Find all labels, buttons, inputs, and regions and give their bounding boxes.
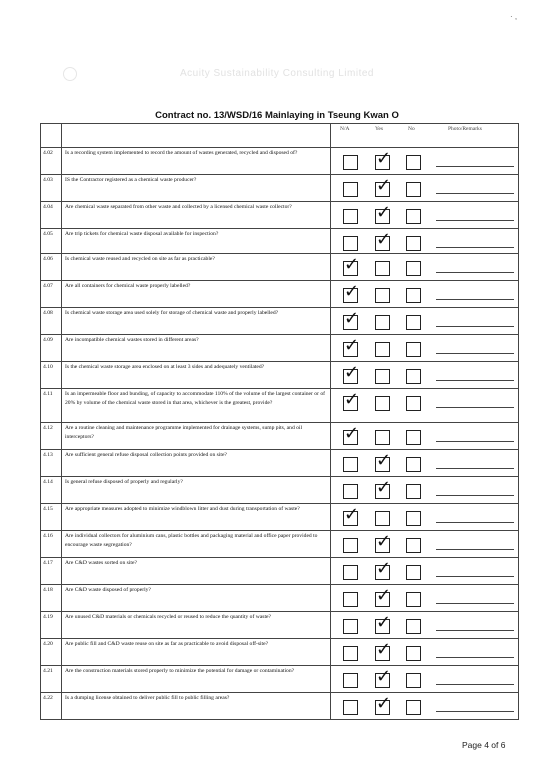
check-mark-icon: ✓ <box>344 254 360 275</box>
checklist-table <box>40 123 519 720</box>
check-mark-icon: ✓ <box>376 531 392 552</box>
check-mark-icon: ✓ <box>376 666 392 687</box>
remarks-line <box>436 684 514 685</box>
checkbox-na[interactable] <box>343 646 358 661</box>
checkbox-na[interactable] <box>343 565 358 580</box>
checklist-row <box>41 423 519 450</box>
check-mark-icon: ✓ <box>376 693 392 714</box>
question-text: IS the Contractor registered as a chemical waste producer? <box>62 175 331 202</box>
checkbox-na[interactable] <box>343 155 358 170</box>
checklist-row <box>41 389 519 423</box>
col-header-remarks: Photo/Remarks <box>448 126 482 132</box>
checkbox-yes[interactable] <box>375 612 392 634</box>
check-mark-icon: ✓ <box>344 504 360 525</box>
answer-cell <box>331 666 519 693</box>
remarks-line <box>436 441 514 442</box>
checkbox-na[interactable] <box>343 362 360 384</box>
remarks-line <box>436 495 514 496</box>
remarks-line <box>436 603 514 604</box>
answer-cell <box>331 585 519 612</box>
answer-cell <box>331 335 519 362</box>
contract-title: Contract no. 13/WSD/16 Mainlaying in Tseung Kwan O <box>155 110 399 121</box>
item-number: 4.14 <box>41 477 62 504</box>
checkbox-no[interactable] <box>406 457 421 472</box>
check-mark-icon: ✓ <box>376 558 392 579</box>
checklist-row <box>41 666 519 693</box>
answer-cell <box>331 229 519 254</box>
item-number: 4.07 <box>41 281 62 308</box>
item-number: 4.19 <box>41 612 62 639</box>
question-text: Is a dumping license obtained to deliver public fill to public filling areas? <box>62 693 331 720</box>
answer-cell <box>331 639 519 666</box>
question-text: Is the chemical waste storage area enclosed on at least 3 sides and adequately ventilated? <box>62 362 331 389</box>
answer-cell <box>331 389 519 423</box>
question-text: Are C&D waste disposed of properly? <box>62 585 331 612</box>
item-number: 4.04 <box>41 202 62 229</box>
answer-cell <box>331 202 519 229</box>
item-number: 4.17 <box>41 558 62 585</box>
checklist-row <box>41 612 519 639</box>
checkbox-no[interactable] <box>406 430 421 445</box>
item-number: 4.10 <box>41 362 62 389</box>
remarks-line <box>436 549 514 550</box>
checkbox-no[interactable] <box>406 315 421 330</box>
item-number: 4.13 <box>41 450 62 477</box>
checklist-row <box>41 362 519 389</box>
question-text: Are unused C&D materials or chemicals recycled or reused to reduce the quantity of waste? <box>62 612 331 639</box>
checklist-row <box>41 254 519 281</box>
item-number: 4.18 <box>41 585 62 612</box>
checklist-row <box>41 450 519 477</box>
checkbox-na[interactable] <box>343 673 358 688</box>
item-number: 4.22 <box>41 693 62 720</box>
checkbox-yes[interactable] <box>375 229 392 251</box>
item-number: 4.20 <box>41 639 62 666</box>
checklist-row <box>41 308 519 335</box>
check-mark-icon: ✓ <box>344 362 360 383</box>
check-mark-icon: ✓ <box>376 229 392 250</box>
checklist-row <box>41 202 519 229</box>
remarks-line <box>436 220 514 221</box>
question-text: Are individual collectors for aluminium cans, plastic bottles and packaging material and office paper provided to encourage waste segregation? <box>62 531 331 558</box>
check-mark-icon: ✓ <box>344 423 360 444</box>
question-text: Is general refuse disposed of properly and regularly? <box>62 477 331 504</box>
answer-cell <box>331 477 519 504</box>
corner-mark: · , <box>510 12 518 21</box>
checkbox-yes[interactable] <box>375 531 392 553</box>
checklist-row <box>41 693 519 720</box>
checkbox-no[interactable] <box>406 155 421 170</box>
checkbox-yes[interactable] <box>375 666 392 688</box>
item-number: 4.12 <box>41 423 62 450</box>
item-number: 4.08 <box>41 308 62 335</box>
remarks-line <box>436 407 514 408</box>
item-number: 4.15 <box>41 504 62 531</box>
item-number: 4.05 <box>41 229 62 254</box>
answer-cell <box>331 308 519 335</box>
question-text: Is a recording system implemented to record the amount of wastes generated, recycled and disposed of? <box>62 148 331 175</box>
question-text: Are sufficient general refuse disposal collection points provided on site? <box>62 450 331 477</box>
check-mark-icon: ✓ <box>344 281 360 302</box>
checkbox-yes[interactable] <box>375 477 392 499</box>
check-mark-icon: ✓ <box>344 389 360 410</box>
question-text: Are C&D wastes sorted on site? <box>62 558 331 585</box>
remarks-line <box>436 193 514 194</box>
remarks-line <box>436 576 514 577</box>
item-number: 4.02 <box>41 148 62 175</box>
checkbox-no[interactable] <box>406 288 421 303</box>
item-number: 4.09 <box>41 335 62 362</box>
checkbox-na[interactable] <box>343 236 358 251</box>
col-header-no: No <box>408 126 415 132</box>
answer-cell <box>331 504 519 531</box>
check-mark-icon: ✓ <box>376 585 392 606</box>
item-number: 4.21 <box>41 666 62 693</box>
remarks-line <box>436 380 514 381</box>
checkbox-no[interactable] <box>406 565 421 580</box>
checkbox-na[interactable] <box>343 538 358 553</box>
checkbox-yes[interactable] <box>375 288 390 303</box>
question-text: Are the construction materials stored properly to minimize the potential for damage or contamination? <box>62 666 331 693</box>
question-text: Are chemical waste separated from other waste and collected by a licensed chemical waste collector? <box>62 202 331 229</box>
checkbox-no[interactable] <box>406 236 421 251</box>
checkbox-yes[interactable] <box>375 175 392 197</box>
remarks-line <box>436 326 514 327</box>
checkbox-yes[interactable] <box>375 342 390 357</box>
checkbox-yes[interactable] <box>375 639 392 661</box>
question-text: Is chemical waste storage area used solely for storage of chemical waste and properly labelled? <box>62 308 331 335</box>
question-text: Are all containers for chemical waste properly labelled? <box>62 281 331 308</box>
question-text: Is chemical waste reused and recycled on site as far as practicable? <box>62 254 331 281</box>
remarks-line <box>436 522 514 523</box>
checkbox-na[interactable] <box>343 254 360 276</box>
question-text: Are incompatible chemical wastes stored in different areas? <box>62 335 331 362</box>
remarks-line <box>436 247 514 248</box>
answer-cell <box>331 558 519 585</box>
check-mark-icon: ✓ <box>376 148 392 169</box>
question-text: Is an impermeable floor and bunding, of capacity to accommodate 110% of the volume of the largest container or of 20% by volume of the chemical waste stored in that area, whichever is the greatest, provide? <box>62 389 331 423</box>
answer-cell <box>331 612 519 639</box>
check-mark-icon: ✓ <box>344 335 360 356</box>
checkbox-yes[interactable] <box>375 202 392 224</box>
checkbox-no[interactable] <box>406 700 421 715</box>
header-row <box>41 124 519 148</box>
check-mark-icon: ✓ <box>376 450 392 471</box>
remarks-line <box>436 272 514 273</box>
checkbox-na[interactable] <box>343 308 360 330</box>
check-mark-icon: ✓ <box>344 308 360 329</box>
col-header-na: N/A <box>340 126 350 132</box>
col-header-yes: Yes <box>375 126 384 132</box>
answer-cell <box>331 175 519 202</box>
remarks-line <box>436 711 514 712</box>
answer-cell <box>331 148 519 175</box>
checkbox-yes[interactable] <box>375 396 390 411</box>
checkbox-no[interactable] <box>406 511 421 526</box>
remarks-line <box>436 299 514 300</box>
checklist-row <box>41 585 519 612</box>
check-mark-icon: ✓ <box>376 612 392 633</box>
checkbox-yes[interactable] <box>375 261 390 276</box>
checklist-row <box>41 477 519 504</box>
checkbox-na[interactable] <box>343 281 360 303</box>
checkbox-no[interactable] <box>406 342 421 357</box>
checkbox-no[interactable] <box>406 592 421 607</box>
remarks-line <box>436 353 514 354</box>
checklist-row <box>41 558 519 585</box>
checkbox-no[interactable] <box>406 261 421 276</box>
checkbox-no[interactable] <box>406 182 421 197</box>
checkbox-no[interactable] <box>406 484 421 499</box>
checklist-row <box>41 531 519 558</box>
answer-cell <box>331 423 519 450</box>
item-number: 4.03 <box>41 175 62 202</box>
answer-cell <box>331 450 519 477</box>
answer-cell <box>331 531 519 558</box>
checklist-row <box>41 504 519 531</box>
checklist-row <box>41 281 519 308</box>
checkbox-no[interactable] <box>406 396 421 411</box>
checkbox-yes[interactable] <box>375 315 390 330</box>
item-number: 4.16 <box>41 531 62 558</box>
remarks-line <box>436 468 514 469</box>
check-mark-icon: ✓ <box>376 477 392 498</box>
checkbox-yes[interactable] <box>375 558 392 580</box>
remarks-line <box>436 657 514 658</box>
checkbox-na[interactable] <box>343 182 358 197</box>
checkbox-na[interactable] <box>343 700 358 715</box>
checkbox-na[interactable] <box>343 423 360 445</box>
answer-cell <box>331 362 519 389</box>
item-number: 4.11 <box>41 389 62 423</box>
checkbox-yes[interactable] <box>375 585 392 607</box>
checkbox-na[interactable] <box>343 592 358 607</box>
checkbox-yes[interactable] <box>375 148 392 170</box>
header-answer-cell <box>331 124 519 148</box>
question-text: Are appropriate measures adopted to minimize windblown litter and dust during transportation of waste? <box>62 504 331 531</box>
answer-cell <box>331 693 519 720</box>
checkbox-na[interactable] <box>343 335 360 357</box>
checkbox-na[interactable] <box>343 457 358 472</box>
header-question-cell <box>62 124 331 148</box>
checkbox-no[interactable] <box>406 619 421 634</box>
checkbox-na[interactable] <box>343 504 360 526</box>
checklist-row <box>41 148 519 175</box>
page-number: Page 4 of 6 <box>462 740 506 750</box>
question-text: Are a routine cleaning and maintenance programme implemented for drainage systems, sump pits, and oil interceptors? <box>62 423 331 450</box>
checkbox-yes[interactable] <box>375 430 390 445</box>
checkbox-no[interactable] <box>406 646 421 661</box>
answer-cell <box>331 281 519 308</box>
remarks-line <box>436 166 514 167</box>
checklist-row <box>41 335 519 362</box>
checkbox-no[interactable] <box>406 538 421 553</box>
answer-cell <box>331 254 519 281</box>
check-mark-icon: ✓ <box>376 639 392 660</box>
checkbox-yes[interactable] <box>375 369 390 384</box>
checkbox-na[interactable] <box>343 209 358 224</box>
checkbox-yes[interactable] <box>375 450 392 472</box>
checkbox-na[interactable] <box>343 389 360 411</box>
checklist-row <box>41 229 519 254</box>
checkbox-no[interactable] <box>406 369 421 384</box>
item-number: 4.06 <box>41 254 62 281</box>
checkbox-no[interactable] <box>406 673 421 688</box>
checkbox-yes[interactable] <box>375 693 392 715</box>
question-text: Are public fill and C&D waste reuse on site as far as practicable to avoid disposal off-site? <box>62 639 331 666</box>
checkbox-na[interactable] <box>343 619 358 634</box>
question-text: Are trip tickets for chemical waste disposal available for inspection? <box>62 229 331 254</box>
company-name: Acuity Sustainability Consulting Limited <box>180 68 374 79</box>
checklist-row <box>41 175 519 202</box>
checkbox-no[interactable] <box>406 209 421 224</box>
checklist-row <box>41 639 519 666</box>
checkbox-na[interactable] <box>343 484 358 499</box>
header-num-cell <box>41 124 62 148</box>
check-mark-icon: ✓ <box>376 175 392 196</box>
check-mark-icon: ✓ <box>376 202 392 223</box>
remarks-line <box>436 630 514 631</box>
checkbox-yes[interactable] <box>375 511 390 526</box>
